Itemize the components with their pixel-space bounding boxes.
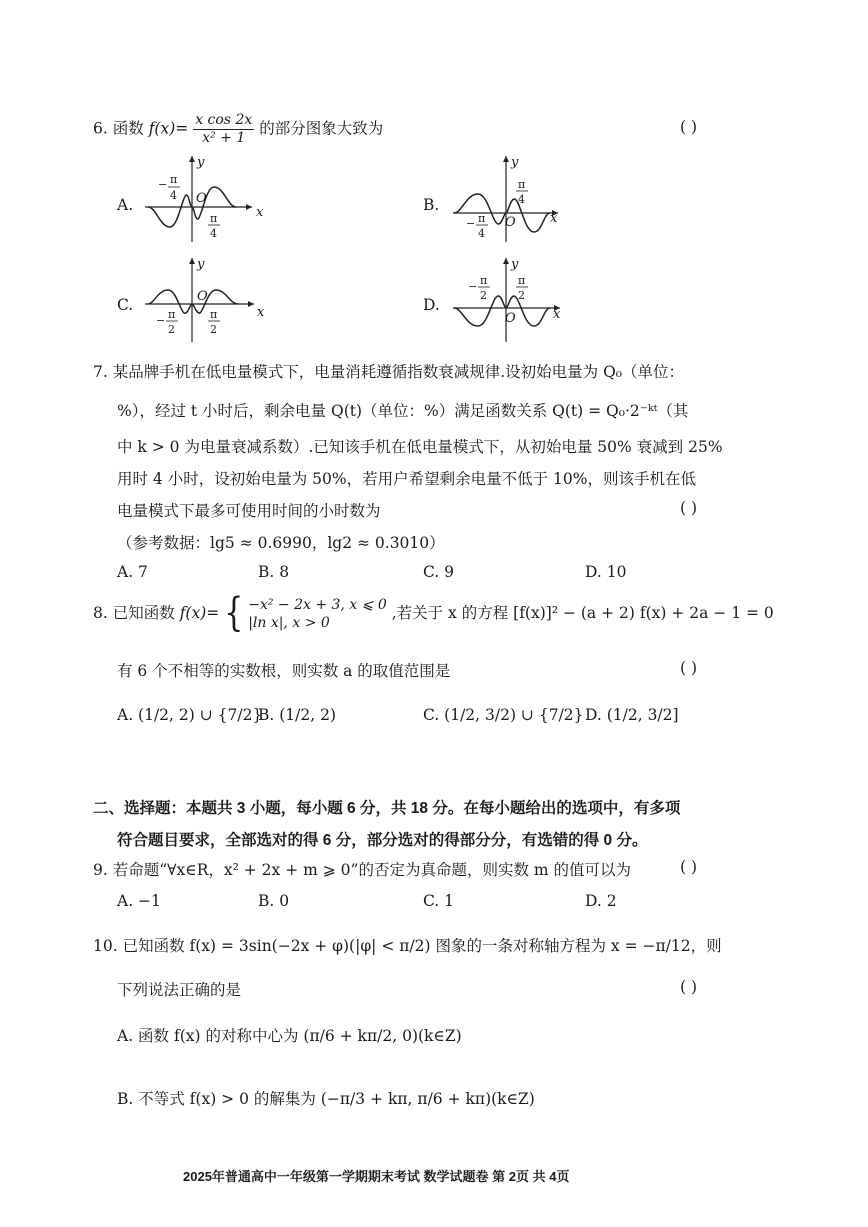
- q6-d-tick-left-2: 2: [480, 289, 487, 302]
- q9-stem: 9. 若命题“∀x∈R，x² + 2x + m ⩾ 0”的否定为真命题，则实数 m 的值可以为: [93, 861, 631, 879]
- q6-b-axis-y: y: [511, 155, 519, 170]
- q7-line1: 7. 某品牌手机在低电量模式下，电量消耗遵循指数衰减规律.设初始电量为 Q₀（单位：: [93, 363, 684, 381]
- q7-line2: %），经过 t 小时后，剩余电量 Q(t)（单位：%）满足函数关系 Q(t) = Q₀·2⁻ᵏᵗ（其: [117, 402, 689, 420]
- q8-number: 8.: [93, 604, 108, 622]
- q8-prefix: 已知函数: [112, 604, 175, 622]
- q10-option-a: A. 函数 f(x) 的对称中心为 (π/6 + kπ/2, 0)(k∈Z): [117, 1027, 462, 1045]
- q6-option-b-graph: [448, 150, 568, 245]
- q6-c-tick-right-2: 2: [210, 323, 217, 336]
- q10-line1: 10. 已知函数 f(x) = 3sin(−2x + φ)(|φ| < π/2) 图象的一条对称轴方程为 x = −π/12，则: [93, 937, 722, 955]
- q6-a-tick-top-4: 4: [170, 189, 177, 202]
- q8-pieces: [248, 596, 387, 632]
- q6-fraction: [193, 112, 254, 147]
- q7-line3: 中 k > 0 为电量衰减系数）.已知该手机在低电量模式下，从初始电量 50% 衰减到 25%: [117, 438, 723, 456]
- q6-d-tick-left-pi: π: [480, 274, 488, 287]
- q6-a-axis-x: x: [256, 205, 264, 220]
- q6-option-d-label: D.: [423, 296, 440, 314]
- q8-piece-1: −x² − 2x + 3, x ⩽ 0: [248, 597, 387, 613]
- q6-stem: [93, 112, 383, 147]
- q6-a-axis-y: y: [197, 155, 205, 170]
- q6-d-axis-x: x: [553, 307, 561, 322]
- q7-paren: ( ): [680, 499, 698, 517]
- q9-paren: ( ): [680, 858, 698, 876]
- q6-option-c-graph: [140, 252, 265, 344]
- q8-choice-b: B. (1/2, 2): [258, 706, 336, 724]
- q6-numerator: x cos 2x: [195, 112, 253, 128]
- q8-piece-2: |ln x|, x > 0: [248, 615, 330, 631]
- q9-choice-b: B. 0: [258, 892, 290, 910]
- q7-choice-d: D. 10: [585, 563, 627, 581]
- q7-line4: 用时 4 小时，设初始电量为 50%，若用户希望剩余电量不低于 10%，则该手机在低: [117, 470, 696, 488]
- q6-c-tick-left-minus: −: [156, 314, 166, 327]
- q10-option-b: B. 不等式 f(x) > 0 的解集为 (−π/3 + kπ, π/6 + kπ)(k∈Z): [117, 1090, 535, 1108]
- q6-d-origin: O: [505, 311, 516, 326]
- q6-d-tick-right-pi: π: [518, 274, 526, 287]
- q8-brace: {: [224, 590, 244, 637]
- q6-option-c-label: C.: [117, 296, 134, 314]
- q6-b-tick-bottom-minus: −: [466, 217, 476, 230]
- q6-option-d-graph: [448, 252, 570, 344]
- q6-c-origin: O: [197, 289, 208, 304]
- q9-choice-c: C. 1: [423, 892, 455, 910]
- q8-func-lhs: f(x)=: [179, 604, 220, 622]
- section2-line1: 二、选择题：本题共 3 小题，每小题 6 分，共 18 分。在每小题给出的选项中，有多项: [93, 800, 681, 817]
- q6-option-a-graph: [140, 150, 264, 245]
- q6-prefix: 函数: [112, 119, 144, 138]
- q6-option-a-label: A.: [117, 196, 134, 214]
- section2-line2: 符合题目要求，全部选对的得 6 分，部分选对的得部分分，有选错的得 0 分。: [117, 832, 648, 849]
- q6-a-tick-top-minus: −: [158, 178, 168, 191]
- q6-b-tick-top-pi: π: [518, 178, 526, 191]
- q6-option-b-label: B.: [423, 196, 440, 214]
- q8-choice-d: D. (1/2, 3/2]: [585, 706, 679, 724]
- q6-suffix: 的部分图象大致为: [259, 119, 384, 138]
- q6-a-origin: O: [196, 191, 207, 206]
- q8-line2: 有 6 个不相等的实数根，则实数 a 的取值范围是: [117, 662, 451, 680]
- q8-stem: [93, 590, 774, 637]
- q6-d-axis-y: y: [511, 257, 519, 272]
- q6-a-tick-bottom-4: 4: [210, 227, 217, 240]
- q8-paren: ( ): [680, 659, 698, 677]
- q10-paren: ( ): [680, 978, 698, 996]
- q6-c-tick-left-2: 2: [168, 323, 175, 336]
- q6-c-axis-y: y: [197, 257, 205, 272]
- q9-choice-a: A. −1: [117, 892, 161, 910]
- q6-b-tick-bottom-pi: π: [478, 212, 486, 225]
- q8-suffix: ,若关于 x 的方程 [f(x)]² − (a + 2) f(x) + 2a − 1 = 0: [391, 604, 774, 622]
- q7-choice-b: B. 8: [258, 563, 290, 581]
- q7-choice-c: C. 9: [423, 563, 455, 581]
- q6-c-axis-x: x: [257, 305, 265, 320]
- page-footer: 2025年普通高中一年级第一学期期末考试 数学试题卷 第 2页 共 4页: [183, 1169, 570, 1184]
- q6-paren: ( ): [680, 118, 698, 136]
- q7-reference: （参考数据：lg5 ≈ 0.6990，lg2 ≈ 0.3010）: [117, 534, 445, 552]
- q6-c-tick-left-pi: π: [168, 308, 176, 321]
- q10-line2: 下列说法正确的是: [117, 981, 242, 999]
- q6-b-origin: O: [505, 215, 516, 230]
- q8-choice-c: C. (1/2, 3/2) ∪ {7/2}: [423, 706, 584, 724]
- q6-a-tick-top-pi: π: [170, 173, 178, 186]
- q6-func-lhs: f(x)=: [148, 119, 189, 138]
- q6-b-tick-top-4: 4: [518, 193, 525, 206]
- q6-d-tick-left-minus: −: [468, 280, 478, 293]
- q6-b-axis-x: x: [550, 211, 558, 226]
- q7-choice-a: A. 7: [117, 563, 148, 581]
- q6-denominator: x² + 1: [202, 130, 246, 146]
- q6-d-tick-right-2: 2: [518, 289, 525, 302]
- q6-number: 6.: [93, 119, 108, 138]
- q7-line5: 电量模式下最多可使用时间的小时数为: [117, 502, 381, 520]
- q9-choice-d: D. 2: [585, 892, 617, 910]
- q6-b-tick-bottom-4: 4: [478, 227, 485, 240]
- q6-c-tick-right-pi: π: [210, 308, 218, 321]
- q6-a-tick-bottom-pi: π: [210, 212, 218, 225]
- q8-choice-a: A. (1/2, 2) ∪ {7/2}: [117, 706, 263, 724]
